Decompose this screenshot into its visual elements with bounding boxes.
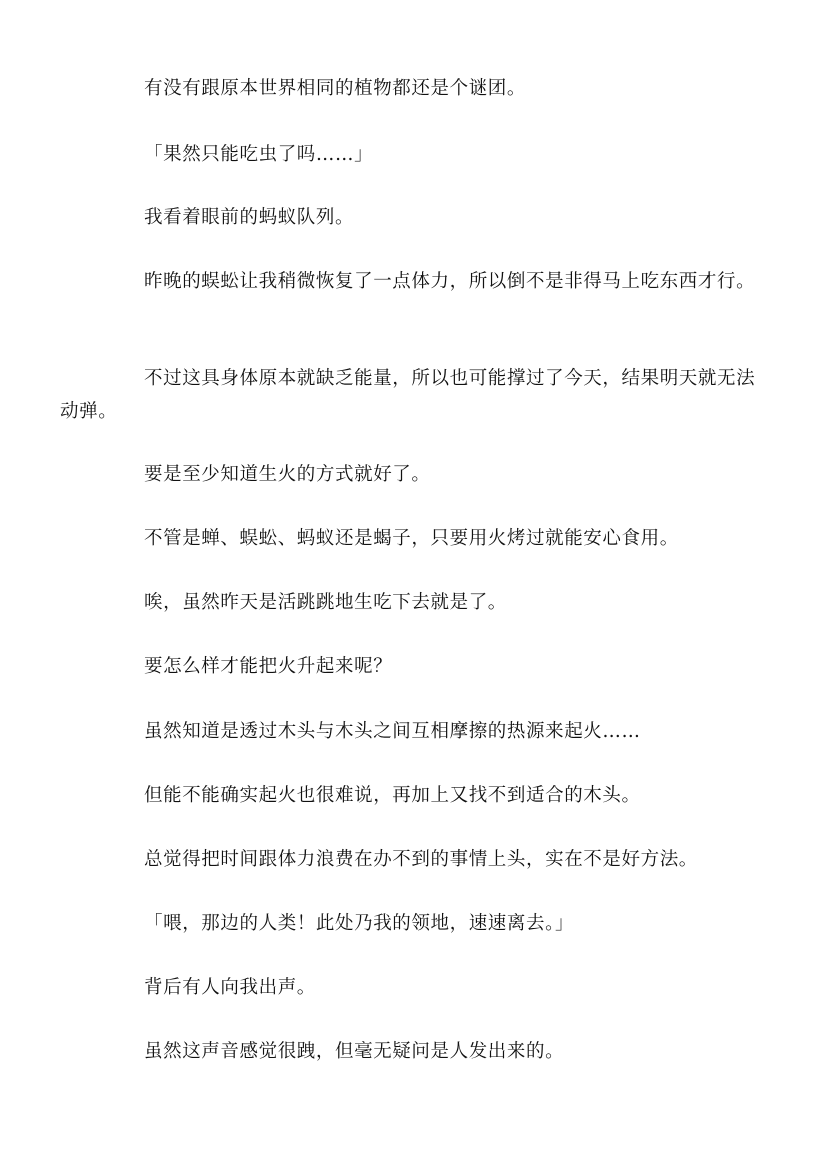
paragraph: 不过这具身体原本就缺乏能量，所以也可能撑过了今天，结果明天就无法动弹。 xyxy=(60,368,756,422)
paragraph: 「喂，那边的人类！此处乃我的领地，速速离去。」 xyxy=(144,913,575,934)
paragraph: 唉，虽然昨天是活跳跳地生吃下去就是了。 xyxy=(144,592,507,613)
paragraph: 「果然只能吃虫了吗……」 xyxy=(144,144,374,165)
paragraph: 昨晚的蜈蚣让我稍微恢复了一点体力，所以倒不是非得马上吃东西才行。 xyxy=(144,271,756,292)
paragraph: 背后有人向我出声。 xyxy=(144,977,316,998)
paragraph: 有没有跟原本世界相同的植物都还是个谜团。 xyxy=(144,78,527,99)
paragraph: 虽然这声音感觉很跩，但毫无疑问是人发出来的。 xyxy=(144,1041,565,1062)
paragraph: 我看着眼前的蚂蚁队列。 xyxy=(144,207,355,228)
paragraph: 总觉得把时间跟体力浪费在办不到的事情上头，实在不是好方法。 xyxy=(144,849,698,870)
paragraph: 要是至少知道生火的方式就好了。 xyxy=(144,464,431,485)
paragraph: 不管是蝉、蜈蚣、蚂蚁还是蝎子，只要用火烤过就能安心食用。 xyxy=(144,528,679,549)
paragraph: 但能不能确实起火也很难说，再加上又找不到适合的木头。 xyxy=(144,785,641,806)
paragraph: 虽然知道是透过木头与木头之间互相摩擦的热源来起火…… xyxy=(144,721,641,742)
paragraph: 要怎么样才能把火升起来呢？ xyxy=(144,656,393,677)
